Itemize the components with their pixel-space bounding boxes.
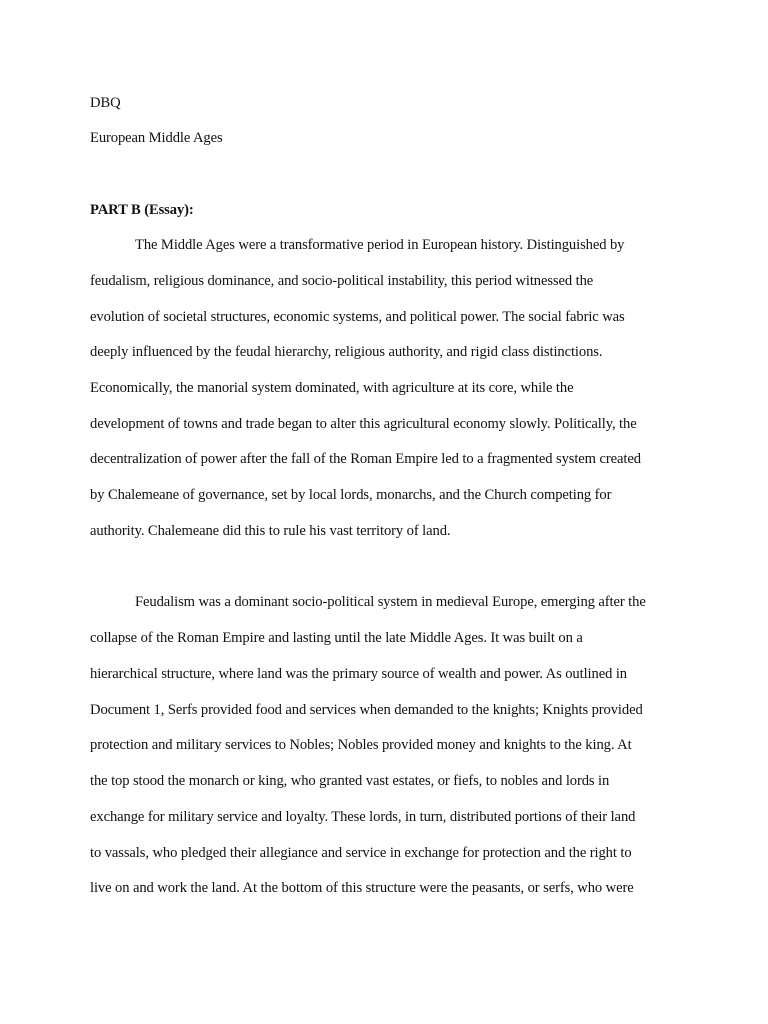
paragraph-1-line: deeply influenced by the feudal hierarchy, religious authority, and rigid class distinctions. (90, 344, 603, 360)
paragraph-1-line: by Chalemeane of governance, set by local lords, monarchs, and the Church competing for (90, 487, 612, 503)
section-heading: PART B (Essay): (90, 202, 194, 218)
paragraph-2-line: Document 1, Serfs provided food and services when demanded to the knights; Knights provided (90, 702, 643, 718)
paragraph-2-line: exchange for military service and loyalty. These lords, in turn, distributed portions of their land (90, 809, 636, 825)
paragraph-2-line: to vassals, who pledged their allegiance and service in exchange for protection and the right to (90, 845, 632, 861)
paragraph-1-line: The Middle Ages were a transformative period in European history. Distinguished by (135, 237, 625, 253)
paragraph-1-line: authority. Chalemeane did this to rule his vast territory of land. (90, 523, 451, 539)
paragraph-2-line: hierarchical structure, where land was the primary source of wealth and power. As outlined in (90, 666, 627, 682)
document-subtitle: European Middle Ages (90, 130, 223, 146)
paragraph-2-line: the top stood the monarch or king, who granted vast estates, or fiefs, to nobles and lords in (90, 773, 610, 789)
paragraph-2-line: Feudalism was a dominant socio-political system in medieval Europe, emerging after the (135, 594, 646, 610)
paragraph-1-line: Economically, the manorial system dominated, with agriculture at its core, while the (90, 380, 574, 396)
paragraph-2-line: protection and military services to Nobles; Nobles provided money and knights to the king. At (90, 737, 632, 753)
paragraph-1-line: decentralization of power after the fall of the Roman Empire led to a fragmented system created (90, 451, 641, 467)
paragraph-1-line: feudalism, religious dominance, and socio-political instability, this period witnessed the (90, 273, 594, 289)
paragraph-1-line: development of towns and trade began to alter this agricultural economy slowly. Politically, the (90, 416, 637, 432)
paragraph-2-line: collapse of the Roman Empire and lasting until the late Middle Ages. It was built on a (90, 630, 583, 646)
paragraph-2-line: live on and work the land. At the bottom of this structure were the peasants, or serfs, who were (90, 880, 634, 896)
document-title: DBQ (90, 95, 121, 111)
paragraph-1-line: evolution of societal structures, economic systems, and political power. The social fabric was (90, 309, 625, 325)
